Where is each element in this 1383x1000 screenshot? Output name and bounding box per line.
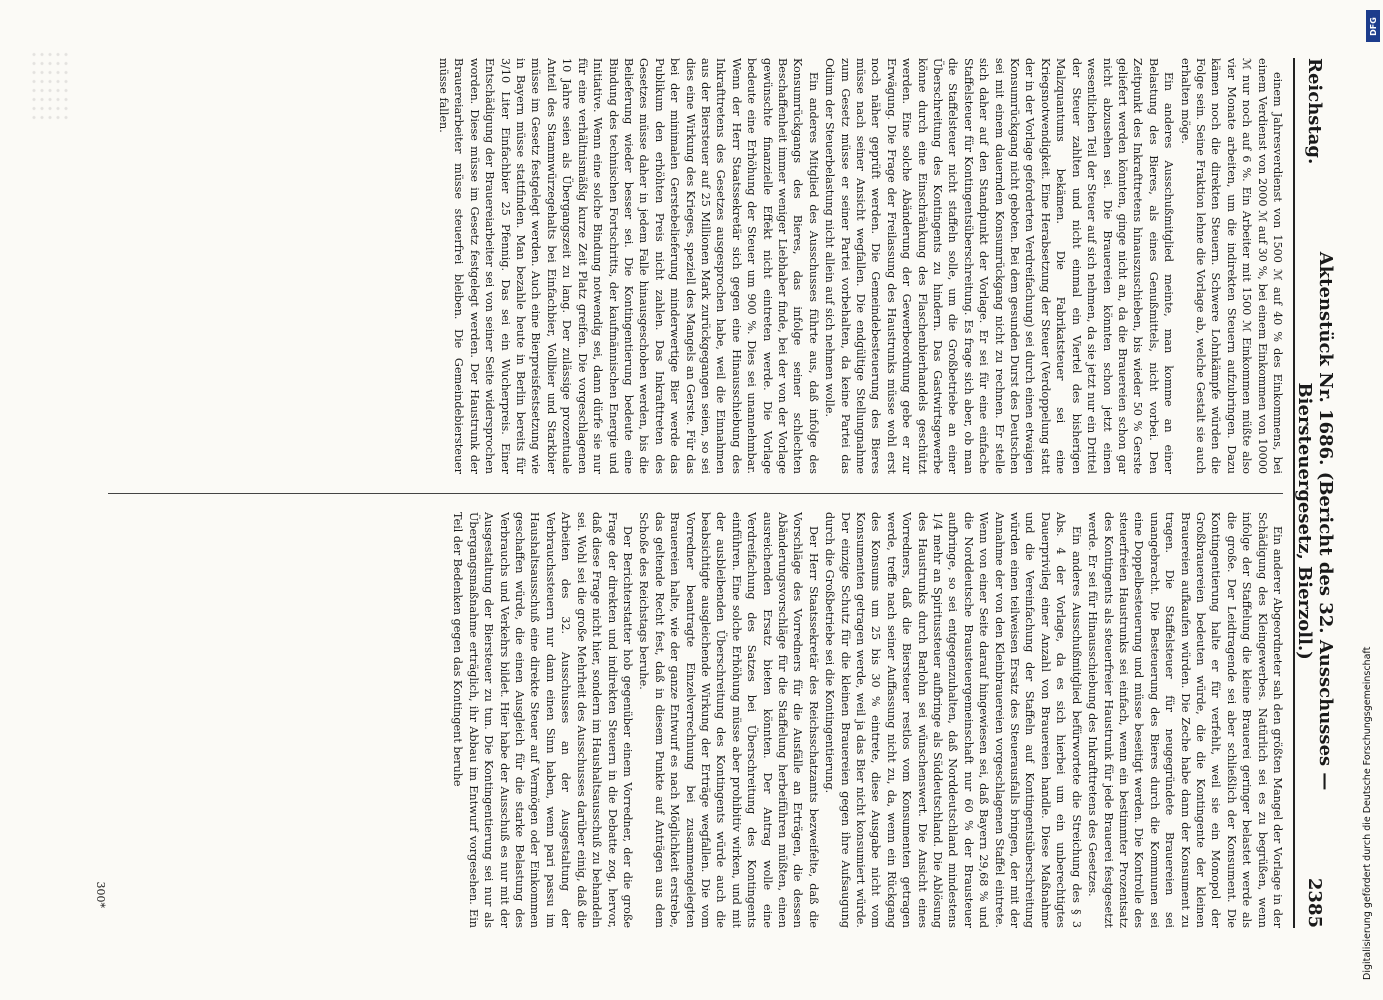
paragraph: Ein anderes Mitglied des Ausschusses führte aus, daß infolge des Konsumrückgangs des Bieres, das infolge seiner schlechten Beschaffenheit immer weniger Liebhaber finde, bei der von der Vorlage gewünschte finanzielle Effekt nicht eintreten werde. Die Vorlage bedeute eine Erhöhung der Steuer um 900 %. Dies sei unannehmbar. Wenn der Herr Staatssekretär sich gegen eine Hinausschiebung des Inkrafttretens des Gesetzes ausgesprochen habe, weil die Einnahmen aus der Biersteuer auf 25 Millionen Mark zurückgegangen seien, so sei dies eine Wirkung des Krieges, speziell des Mangels an Gerste. Für das bei der minimalen Gerstebelieferung minderwertige Bier werde das Publikum den erhöhten Preis nicht zahlen. Das Inkrafttreten des Gesetzes müsse daher in jedem Falle hinausgeschoben werden, bis die Belieferung wieder besser sei. Die Kontingentierung bedeute eine Bindung des technischen Fortschritts, der kaufmännischen Energie und Initiative. Wenn eine solche Bindung notwendig sei, dann dürfe sie nur für eine verhältnismäßig kurze Zeit Platz greifen. Die vorgeschlagenen 10 Jahre seien als Übergangszeit zu lang. Der zulässige prozentuale Anteil des Stammwürzegehalts bei Einfachbier, Vollbier und Starkbier müsse im Gesetz festgelegt werden. Auch eine Bierpreisfestsetzung wie in Bayern müsse stattfinden. Man bezahle heute in Berlin bereits für 3/10 Liter Einfachbier 25 Pfennig. Das sei ein Wucherpreis. Einer Entschädigung der Brauereiarbeiter sei von seiner Seite widersprochen worden. Diese müsse im Gesetz festgelegt werden. Der Haustrunk der Brauereiarbeiter müsse steuerfrei bleiben. Die Gemeindebiersteuer müsse fallen. [437,58,820,474]
paragraph: einem Jahresverdienst von 1500 ℳ auf 40 % des Einkommens, bei einem Verdienst von 2000 ℳ auf 30 %, bei einem Einkommen von 10000 ℳ nur noch auf 6 %. Ein Arbeiter mit 1500 ℳ Einkommen müßte also vier Monate arbeiten, um die indirekten Steuern aufzubringen. Dazu kämen noch die direkten Steuern. Schwere Lohnkämpfe würden die Folge sein. Seine Fraktion lehne die Vorlage ab, welche Gestalt sie auch erhalten möge. [1178,58,1284,474]
scan-smudge [30,50,70,120]
page-header [1293,58,1335,928]
paragraph: Ein anderer Abgeordneter sah den größten Mangel der Vorlage in der Schädigung des Kleingewerbes. Natürlich sei es zu begrüßen, wenn infolge der Staffelung die kleine Brauerei geringer belastet werde als die große. Der Leidtragende sei aber schließlich der Konsument. Die Kontingentierung halte er für verfehlt, weil sie ein Monopol der Großbrauereien bedeuten würde, die die Kontingente der kleinen Brauereien aufkaufen würden. Die Zeche habe dann der Konsument zu tragen. Die Staffelsteuer für neugegründete Brauereien sei unangebracht. Die Besteuerung des Bieres durch die Kommunen sei eine Doppelbesteuerung und müsse beseitigt werden. Die Kontrolle des steuerfreien Haustrunks sei einfach, wenn ein bestimmter Prozentsatz des Kontingents als steuerfreier Haustrunk für jede Brauerei festgesetzt werde. Er sei für Hinausschiebung des Inkrafttretens des Gesetzes. [1086,512,1284,928]
signature-mark: 300* [94,881,107,908]
digitization-credit: Digitalisierung gefördert durch die Deutsche Forschungsgemeinschaft [1362,646,1373,980]
left-column [105,58,1285,474]
page-number: 2385 [1304,877,1326,928]
paragraph: Ein anderes Ausschußmitglied befürwortete die Streichung des § 3 Abs. 4 der Vorlage, da es sich hierbei um ein unberechtigtes Dauerprivileg einer Anzahl von Brauereien handle. Diese Maßnahme und die Vereinfachung der Staffeln auf Kontingentsüberschreitung würden einen teilweisen Ersatz des Steuerausfalls bringen, der mit der Annahme der von den Kleinbrauereien vorgeschlagenen Staffel eintrete. Wenn von einer Seite darauf hingewiesen sei, daß Bayern 29,68 % und die Norddeutsche Brausteuergemeinschaft nur 60 % der Brausteuer aufbringe, so sei entgegenzuhalten, daß Norddeutschland mindestens 1/4 mehr an Spiritussteuer aufbringe als Süddeutschland. Die Ablösung des Haustrunks durch Barlohn sei wünschenswert. Die Ansicht eines Vorredners, daß die Biersteuer restlos vom Konsumenten getragen werde, treffe nach seiner Auffassung nicht zu, da, wenn ein Rückgang des Konsums um 25 bis 30 % eintrete, diese Ausgabe nicht vom Konsumenten getragen werde, weil ja das Bier nicht konsumiert würde. Der einzige Schutz für die kleinen Brauereien gegen ihre Aufsaugung durch die Großbetriebe sei die Kontingentierung. [823,512,1083,928]
dfg-logo: DFG [1366,10,1380,42]
column-divider [108,493,1283,494]
right-column [105,512,1285,928]
header-title: Aktenstück Nr. 1686. (Bericht des 32. Ausschusses — Biersteuergesetz, Bierzoll.) [1294,251,1336,791]
document-page [90,58,1335,928]
paragraph: Der Berichterstatter hob gegenüber einem Vorredner, der die große Frage der direkten und indirekten Steuern in die Debatte zog, hervor, daß diese Frage nicht hier, sondern im Haushaltsausschuß zu behandeln sei. Wohl sei die große Mehrheit des Ausschusses darüber einig, daß die Arbeiten des 32. Ausschusses an der Ausgestaltung der Verbrauchssteuern nur dann einen Sinn haben, wenn pari passu im Haushaltsausschuß eine direkte Steuer auf Vermögen oder Einkommen geschaffen würde, die einen Ausgleich für die starke Belastung des Verbrauchs und Verkehrs bildet. Hier habe der Ausschuß es nur mit der Ausgestaltung der Biersteuer zu tun. Die Kontingentierung sei nur als Übergangsmaßnahme erträglich, ihr Abbau im Entwurf vorgesehen. Ein Teil der Bedenken gegen das Kontingent beruhe [451,512,634,928]
paragraph: Der Herr Staatssekretär des Reichsschatzamts bezweifelte, daß die Vorschläge des Vorredners für die Ausfälle an Erträgen, die dessen Abänderungsvorschläge für die Staffelung herbeiführen müßten, einen ausreichenden Ersatz bieten könnten. Der Antrag wolle eine Verdreifachung des Satzes bei Überschreitung des Kontingents einführen. Eine solche Erhöhung müsse aber prohibitiv wirken, und mit der ausbleibenden Überschreitung des Kontingents würde auch die beabsichtigte ausgleichende Wirkung der Erträge wegfallen. Die vom Vorredner beantragte Einzelverrechnung bei zusammengelegten Brauereien halte, wie der ganze Entwurf es nach Möglichkeit erstrebe, das geltende Recht fest, daß in diesem Punkte auf Anträgen aus dem Schoße des Reichstags beruhe. [637,512,820,928]
header-left: Reichstag. [1304,58,1326,165]
paragraph: Ein anderes Ausschußmitglied meinte, man komme an einer Belastung des Bieres, als eines Genußmittels, nicht vorbei. Den Zeitpunkt des Inkrafttretens hinauszuschieben, bis wieder 50 % Gerste geliefert werden könnten, ginge nicht an, da die Brauereien schon gar nicht abzusehen sei. Die Brauereien könnten schon jetzt einen wesentlichen Teil der Steuer auf sich nehmen, da sie jetzt nur ein Drittel der Steuer zahlten und nicht einmal ein Viertel des bisherigen Malzquantums bekämen. Die Fabrikatsteuer sei eine Kriegsnotwendigkeit. Eine Herabsetzung der Steuer (Verdoppelung statt der in der Vorlage geforderten Verdreifachung) sei durch einen etwaigen Konsumrückgang nicht geboten. Bei dem gesunden Durst des Deutschen sei mit einem dauernden Konsumrückgang nicht zu rechnen. Er stelle sich daher auf den Standpunkt der Vorlage. Er sei für eine einfache Staffelsteuer für Kontingentsüberschreitung. Es frage sich aber, ob man die Staffelsteuer nicht staffeln solle, um die Großbetriebe an einer Überschreitung des Kontingents zu hindern. Das Gastwirtsgewerbe könne durch eine Einschränkung des Flaschenbierhandels geschützt werden. Eine solche Abänderung der Gewerbeordnung gebe er zur Erwägung. Die Frage der Freilassung des Haustrunks müsse wohl erst noch näher geprüft werden. Die Gemeindebesteuerung des Bieres müsse nach seiner Ansicht wegfallen. Die endgültige Stellungnahme zum Gesetz müsse er seiner Partei vorbehalten, da keine Partei das Odium der Steuerbelastung nicht allein auf sich nehmen wolle. [823,58,1176,474]
